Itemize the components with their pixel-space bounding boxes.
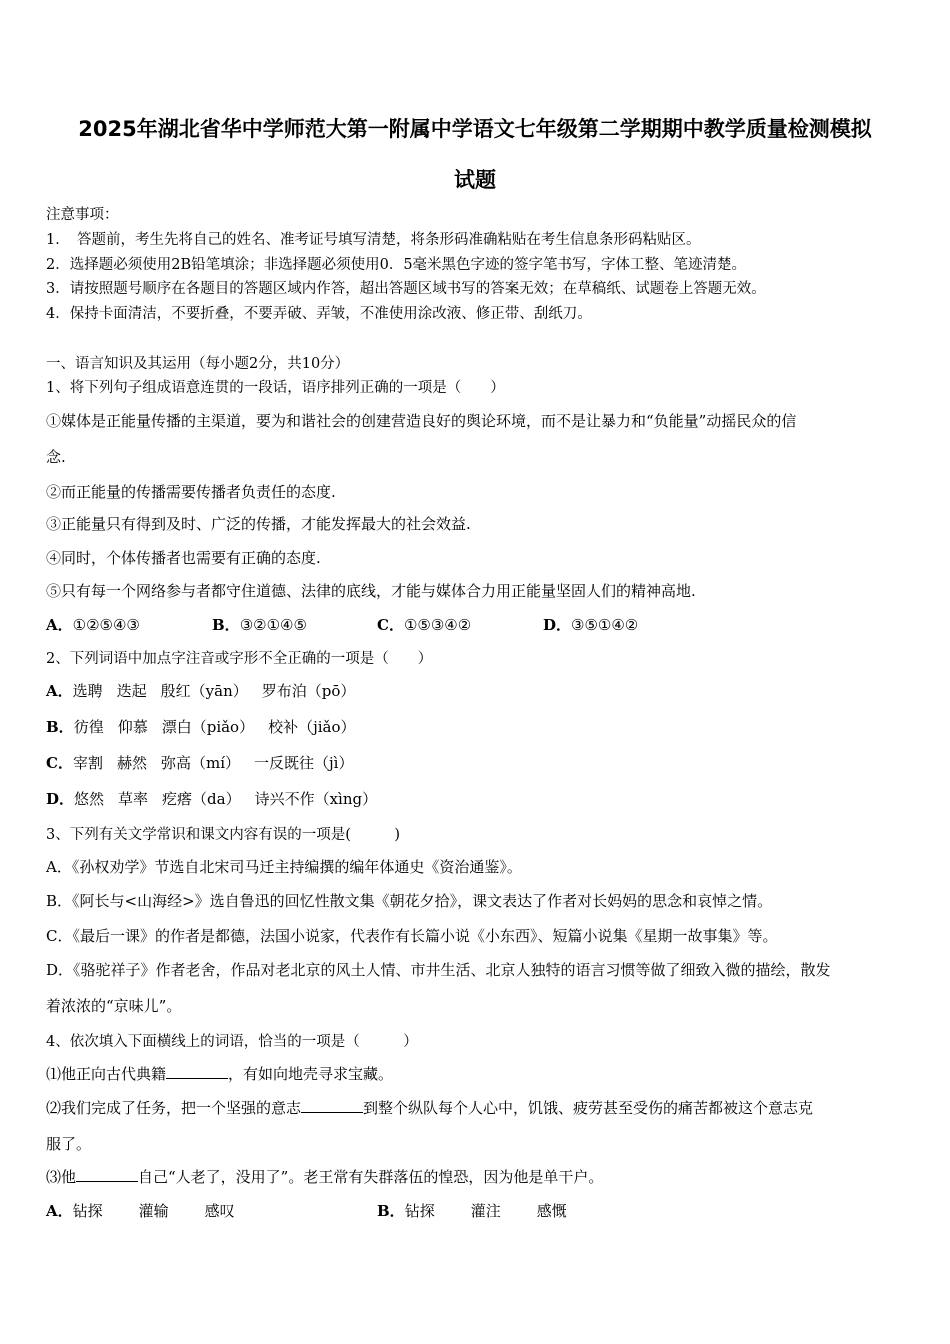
q1-option-c[interactable] — [377, 614, 471, 635]
q2-a-word-4: 罗布泊（pō） — [261, 682, 356, 700]
q1-option-d[interactable] — [543, 614, 638, 635]
q2-b-word-2: 仰慕 — [117, 718, 148, 736]
q4-blank-2 — [301, 1098, 363, 1113]
q2-option-a[interactable] — [46, 680, 369, 701]
q4-blank-3 — [76, 1167, 138, 1182]
q2-option-c[interactable] — [46, 752, 367, 773]
q1-sentence-1a: ①媒体是正能量传播的主渠道，要为和谐社会的创建营造良好的舆论环境，而不是让暴力和“负能量”动摇民众的信 — [46, 412, 797, 430]
q4-sentence-2 — [46, 1097, 813, 1118]
q3-option-d-line1[interactable]: D．《骆驼祥子》作者老舍，作品对老北京的风土人情、市井生活、北京人独特的语言习惯等做了细致入微的描绘，散发 — [46, 961, 831, 979]
q2-option-a-letter: A． — [46, 682, 73, 700]
q1-option-a[interactable] — [46, 614, 140, 635]
notice-item-4: 4．保持卡面清洁，不要折叠，不要弄破、弄皱，不准使用涂改液、修正带、刮纸刀。 — [46, 306, 592, 322]
q4-option-b-letter: B． — [377, 1202, 405, 1220]
q4-option-a[interactable] — [46, 1200, 249, 1221]
q4-s2-pre: ⑵我们完成了任务，把一个坚强的意志 — [46, 1099, 302, 1117]
q2-option-c-letter: C． — [46, 754, 73, 772]
q4-b-word-2: 灌注 — [470, 1202, 501, 1220]
exam-title-line1: 2025年湖北省华中学师范大第一附属中学语文七年级第二学期期中教学质量检测模拟 — [78, 117, 872, 141]
q4-s3-pre: ⑶他 — [46, 1168, 77, 1186]
q1-option-c-letter: C． — [377, 616, 404, 634]
q4-option-a-letter: A． — [46, 1202, 73, 1220]
q2-c-word-4: 一反既往（jì） — [254, 754, 354, 772]
q2-option-d-letter: D． — [46, 790, 75, 808]
q3-option-b[interactable]: B．《阿长与<山海经>》选自鲁迅的回忆性散文集《朝花夕拾》，课文表达了作者对长妈妈的思念和哀悼之情。 — [46, 892, 773, 910]
q1-sentence-2: ②而正能量的传播需要传播者负责任的态度. — [46, 483, 336, 501]
q1-sentence-4: ④同时，个体传播者也需要有正确的态度. — [46, 549, 321, 567]
q1-option-b[interactable] — [212, 614, 307, 635]
q2-d-word-2: 草率 — [118, 790, 149, 808]
q2-c-word-2: 赫然 — [116, 754, 147, 772]
q4-option-b[interactable] — [377, 1200, 581, 1221]
q2-d-word-1: 悠然 — [74, 790, 105, 808]
q4-b-word-1: 钻探 — [404, 1202, 435, 1220]
q3-option-a[interactable]: A．《孙权劝学》节选自北宋司马迁主持编撰的编年体通史《资治通鉴》。 — [46, 858, 522, 876]
q1-option-b-text: ③②①④⑤ — [239, 616, 307, 634]
q1-option-a-letter: A． — [46, 616, 73, 634]
q4-blank-1 — [166, 1064, 228, 1079]
q4-s3-post: 自己“人老了，没用了”。老王常有失群落伍的惶恐，因为他是单干户。 — [138, 1168, 604, 1186]
q4-stem: 4、依次填入下面横线上的词语，恰当的一项是（ ） — [46, 1034, 418, 1050]
q3-stem: 3、下列有关文学常识和课文内容有误的一项是( ) — [46, 827, 401, 843]
notice-item-1: 1． 答题前，考生先将自己的姓名、准考证号填写清楚，将条形码准确粘贴在考生信息条形码粘贴区。 — [46, 232, 701, 248]
q4-s1-pre: ⑴他正向古代典籍 — [46, 1065, 167, 1083]
q1-sentence-1b: 念. — [46, 448, 66, 466]
q2-a-word-2: 迭起 — [116, 682, 147, 700]
q2-a-word-1: 选聘 — [72, 682, 103, 700]
q2-c-word-3: 弥高（mí） — [160, 754, 241, 772]
q4-b-word-3: 感慨 — [536, 1202, 567, 1220]
q4-sentence-2b: 服了。 — [46, 1135, 92, 1153]
q4-sentence-1 — [46, 1063, 393, 1084]
q3-option-d-line2: 着浓浓的“京味儿”。 — [46, 997, 182, 1015]
notice-item-3: 3．请按照题号顺序在各题目的答题区域内作答，超出答题区域书写的答案无效；在草稿纸、试题卷上答题无效。 — [46, 281, 766, 297]
q3-option-c[interactable]: C．《最后一课》的作者是都德，法国小说家，代表作有长篇小说《小东西》、短篇小说集《星期一故事集》等。 — [46, 927, 778, 945]
q1-stem: 1、将下列句子组成语意连贯的一段话，语序排列正确的一项是（ ） — [46, 380, 505, 396]
q1-option-d-letter: D． — [543, 616, 572, 634]
q1-option-d-text: ③⑤①④② — [571, 616, 639, 634]
q4-a-word-2: 灌输 — [138, 1202, 169, 1220]
q2-b-word-1: 彷徨 — [73, 718, 104, 736]
q2-b-word-3: 漂白（piǎo） — [161, 718, 255, 736]
q2-option-d[interactable] — [46, 788, 391, 809]
q1-option-c-text: ①⑤③④② — [403, 616, 472, 634]
section-heading: 一、语言知识及其运用（每小题2分，共10分） — [46, 356, 350, 372]
exam-title-line2: 试题 — [454, 168, 496, 192]
q2-a-word-3: 殷红（yān） — [160, 682, 248, 700]
q1-sentence-5: ⑤只有每一个网络参与者都守住道德、法律的底线，才能与媒体合力用正能量坚固人们的精神高地. — [46, 582, 696, 600]
q4-s1-post: ，有如向地壳寻求宝藏。 — [228, 1065, 394, 1083]
q2-b-word-4: 校补（jiǎo） — [268, 718, 356, 736]
q4-s2-post: 到整个纵队每个人心中，饥饿、疲劳甚至受伤的痛苦都被这个意志克 — [363, 1099, 814, 1117]
q2-d-word-4: 诗兴不作（xìng） — [254, 790, 378, 808]
q4-a-word-1: 钻探 — [72, 1202, 103, 1220]
q1-option-a-text: ①②⑤④③ — [72, 616, 140, 634]
notice-heading: 注意事项： — [46, 207, 119, 223]
q2-option-b-letter: B． — [46, 718, 74, 736]
q1-option-b-letter: B． — [212, 616, 240, 634]
q4-sentence-3 — [46, 1166, 603, 1187]
q2-d-word-3: 疙瘩（da） — [162, 790, 241, 808]
q2-c-word-1: 宰割 — [72, 754, 103, 772]
notice-item-2: 2．选择题必须使用2B铅笔填涂；非选择题必须使用0．5毫米黑色字迹的签字笔书写，字体工整、笔迹清楚。 — [46, 257, 747, 273]
q2-stem: 2、下列词语中加点字注音或字形不全正确的一项是（ ） — [46, 651, 433, 667]
q1-sentence-3: ③正能量只有得到及时、广泛的传播，才能发挥最大的社会效益. — [46, 515, 471, 533]
q4-a-word-3: 感叹 — [204, 1202, 235, 1220]
q2-option-b[interactable] — [46, 716, 370, 737]
